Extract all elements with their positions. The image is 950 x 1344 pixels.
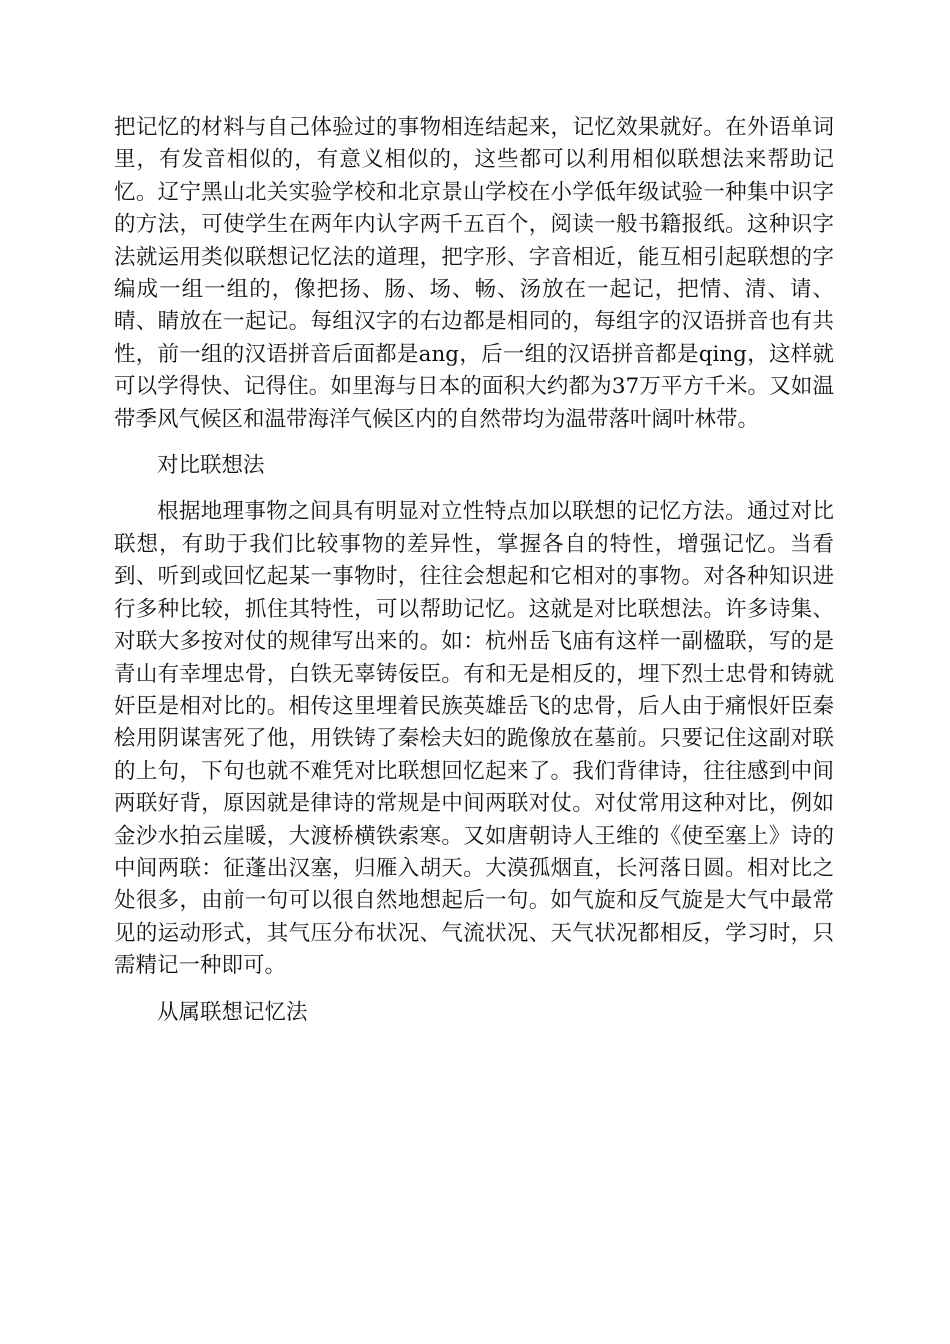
paragraph-similar-association: 把记忆的材料与自己体验过的事物相连结起来，记忆效果就好。在外语单词里，有发音相似的，有意义相似的，这些都可以利用相似联想法来帮助记忆。辽宁黑山北关实验学校和北京景山学校在小学低年级试验一种集中识字的方法，可使学生在两年内认字两千五百个，阅读一般书籍报纸。这种识字法就运用类似联想记忆法的道理，把字形、字音相近，能互相引起联想的字编成一组一组的，像把扬、肠、场、畅、汤放在一起记，把情、清、请、晴、睛放在一起记。每组汉字的右边都是相同的，每组字的汉语拼音也有共性，前一组的汉语拼音后面都是ang，后一组的汉语拼音都是qing，这样就可以学得快、记得住。如里海与日本的面积大约都为37万平方千米。又如温带季风气候区和温带海洋气候区内的自然带均为温带落叶阔叶林带。 xyxy=(114,115,834,432)
spacer xyxy=(114,983,834,997)
spacer xyxy=(114,482,834,496)
paragraph-contrast-association: 根据地理事物之间具有明显对立性特点加以联想的记忆方法。通过对比联想，有助于我们比较事物的差异性，掌握各自的特性，增强记忆。当看到、听到或回忆起某一事物时，往往会想起和它相对的事物。对各种知识进行多种比较，抓住其特性，可以帮助记忆。这就是对比联想法。许多诗集、对联大多按对仗的规律写出来的。如：杭州岳飞庙有这样一副楹联，写的是青山有幸埋忠骨，白铁无辜铸佞臣。有和无是相反的，埋下烈士忠骨和铸就奸臣是相对比的。相传这里埋着民族英雄岳飞的忠骨，后人由于痛恨奸臣秦桧用阴谋害死了他，用铁铸了秦桧夫妇的跪像放在墓前。只要记住这副对联的上句，下句也就不难凭对比联想回忆起来了。我们背律诗，往往感到中间两联好背，原因就是律诗的常规是中间两联对仗。对仗常用这种对比，例如金沙水拍云崖暖，大渡桥横铁索寒。又如唐朝诗人王维的《使至塞上》诗的中间两联：征蓬出汉塞，归雁入胡天。大漠孤烟直，长河落日圆。相对比之处很多，由前一句可以很自然地想起后一句。如气旋和反气旋是大气中最常见的运动形式，其气压分布状况、气流状况、天气状况都相反，学习时，只需精记一种即可。 xyxy=(114,499,834,979)
spacer xyxy=(114,436,834,450)
document-page xyxy=(114,112,834,1029)
heading-contrast-association: 对比联想法 xyxy=(157,453,265,479)
heading-subordinate-association: 从属联想记忆法 xyxy=(157,999,308,1025)
